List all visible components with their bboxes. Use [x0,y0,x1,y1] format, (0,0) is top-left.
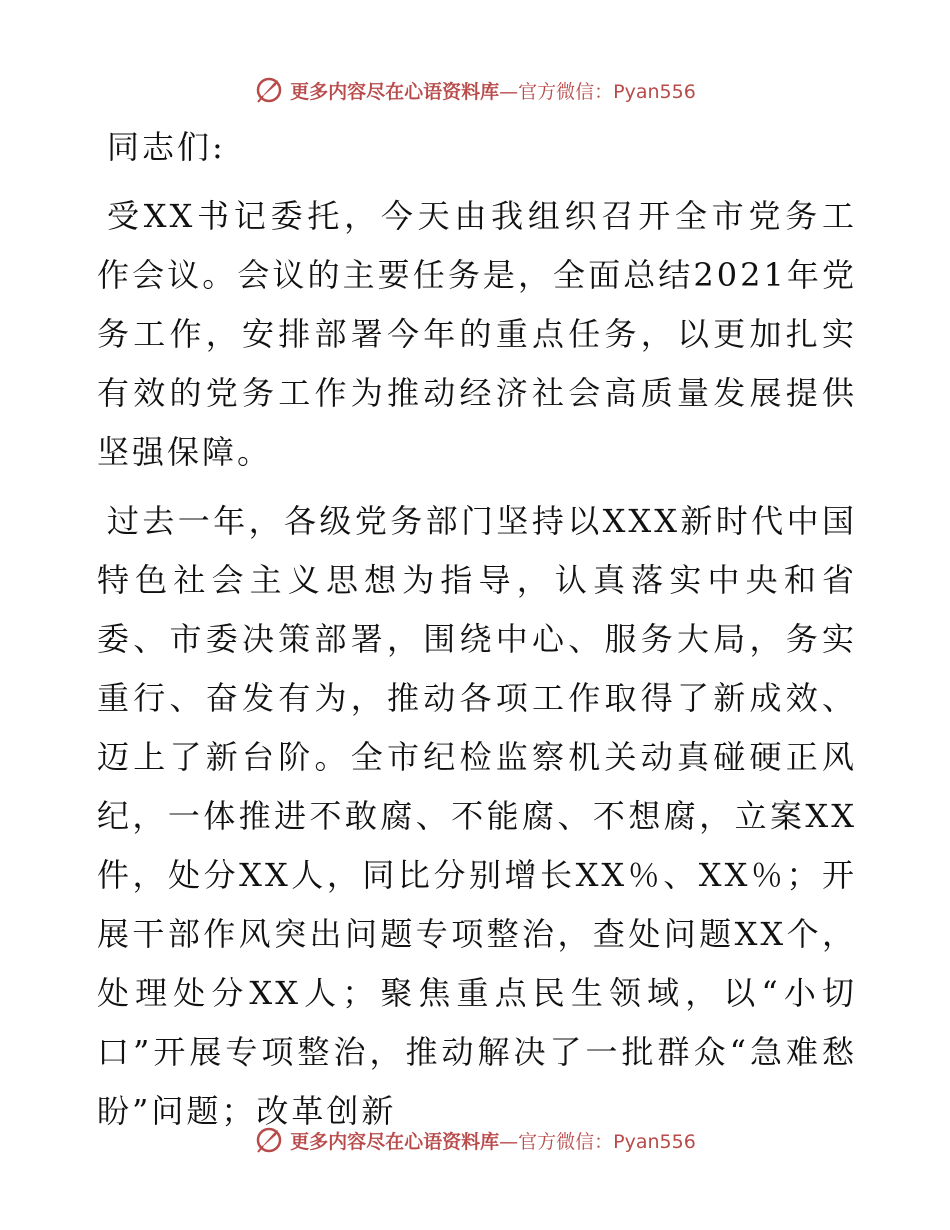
quill-logo-icon [254,1125,284,1155]
paragraph-2: 过去一年，各级党务部门坚持以XXX新时代中国特色社会主义思想为指导，认真落实中央和省委、市委决策部署，围绕中心、服务大局，务实重行、奋发有为，推动各项工作取得了新成效、迈上了新台阶。全市纪检监察机关动真碰硬正风纪，一体推进不敢腐、不能腐、不想腐，立案XX件，处分XX人，同比分别增长XX％、XX％；开展干部作风突出问题专项整治，查处问题XX个，处理处分XX人；聚焦重点民生领域，以“小切口”开展专项整治，推动解决了一批群众“急难愁盼”问题；改革创新 [97,502,857,1130]
footer-contact-text: —官方微信：Pyan556 [499,1130,696,1153]
header-contact-text: —官方微信：Pyan556 [499,80,696,103]
document-body [97,118,857,1151]
salutation: 同志们: [107,128,226,166]
header-watermark [0,70,950,110]
paragraph-1: 受XX书记委托，今天由我组织召开全市党务工作会议。会议的主要任务是，全面总结2021年党务工作，安排部署今年的重点任务，以更加扎实有效的党务工作为推动经济社会高质量发展提供坚强保障。 [97,197,857,471]
footer-watermark [0,1120,950,1160]
header-brand-text: 更多内容尽在心语资料库 [290,80,500,103]
footer-brand-text: 更多内容尽在心语资料库 [290,1130,500,1153]
quill-logo-icon [254,75,284,105]
